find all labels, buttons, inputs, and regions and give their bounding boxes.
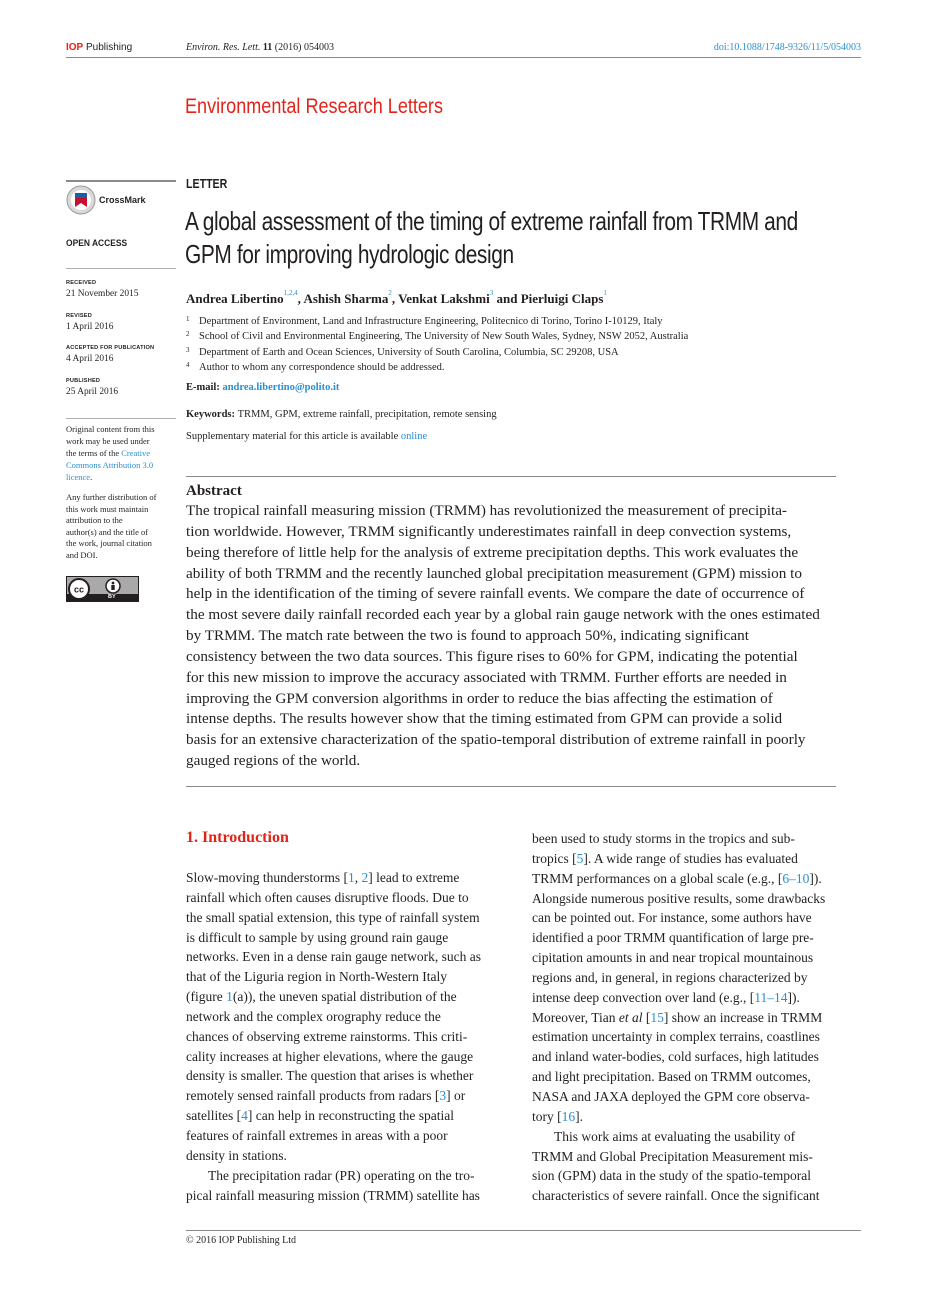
text-line: intense deep convection over land (e.g., [11–14]). bbox=[532, 989, 800, 1005]
text-line: TRMM performances on a global scale (e.g., [6–10]). bbox=[532, 870, 822, 886]
author[interactable]: Andrea Libertino$^{1,2,4}$ bbox=[186, 289, 298, 306]
text-line: that of the Liguria region in North-Western Italy bbox=[186, 969, 447, 985]
text-line: regions and, in general, in regions characterized by bbox=[532, 969, 808, 985]
text-line: This work aims at evaluating the usability of bbox=[554, 1128, 796, 1144]
reference-link[interactable]: 4 bbox=[241, 1108, 248, 1124]
text-line: can be pointed out. For instance, some authors have bbox=[532, 910, 812, 926]
text-line: features of rainfall extremes in areas with a poor bbox=[186, 1127, 448, 1143]
journal-volume: 11 bbox=[262, 42, 273, 53]
footer-rule bbox=[186, 1230, 861, 1231]
affiliations bbox=[186, 314, 688, 375]
publisher-brand: IOP bbox=[66, 42, 84, 53]
received-date: 21 November 2015 bbox=[66, 289, 139, 299]
attribution-line: author(s) and the title of bbox=[66, 526, 149, 537]
text-line: estimation uncertainty in complex terrains, coastlines bbox=[532, 1029, 820, 1045]
crossmark-icon bbox=[66, 185, 96, 215]
accepted-date: 4 April 2016 bbox=[66, 354, 114, 364]
reference-link[interactable]: 2 bbox=[361, 870, 369, 885]
text-line: and inland water-bodies, cold surfaces, high latitudes bbox=[532, 1049, 819, 1065]
text-line: tory [16]. bbox=[532, 1108, 583, 1124]
email-line bbox=[186, 382, 339, 393]
intro-left-column bbox=[186, 868, 515, 1205]
publisher-logo[interactable] bbox=[66, 42, 132, 53]
text-line: chances of observing extreme rainstorms. This criti- bbox=[186, 1028, 468, 1044]
reference-link[interactable]: 5 bbox=[576, 850, 584, 866]
text-line: help in the identification of the timing of severe rainfall events. We compare the date of occurrence of bbox=[186, 585, 805, 603]
affiliation: $^3$ Department of Earth and Ocean Sciences, University of South Carolina, Columbia, SC 29208, USA bbox=[186, 345, 619, 358]
supplementary-link[interactable]: online bbox=[400, 431, 428, 442]
license-line: Original content from this bbox=[66, 424, 155, 434]
accepted-label: ACCEPTED FOR PUBLICATION bbox=[66, 345, 155, 351]
doi-link[interactable]: doi:10.1088/1748-9326/11/5/054003 bbox=[713, 42, 861, 53]
attribution-line: Any further distribution of bbox=[66, 492, 157, 502]
section-heading-introduction: 1. Introduction bbox=[186, 829, 289, 846]
revised-label: REVISED bbox=[66, 313, 92, 319]
crossmark-label: CrossMark bbox=[99, 195, 146, 205]
text-line: cipitation amounts in and near tropical mountainous bbox=[532, 950, 814, 966]
text-line: networks. Even in a dense rain gauge network, such as bbox=[186, 949, 482, 965]
reference-link[interactable]: 11–14 bbox=[754, 989, 788, 1005]
email-label: E-mail: bbox=[186, 382, 223, 393]
reference-link[interactable]: 1 bbox=[226, 989, 233, 1005]
author[interactable]: Ashish Sharma$^2$ bbox=[303, 289, 392, 306]
license-line: licence. bbox=[66, 472, 93, 482]
sidebar-top-rule bbox=[66, 180, 176, 182]
text-line: intense depths. The results however show that the timing estimated from GPM can provide a solid bbox=[186, 710, 783, 728]
text-line: remotely sensed rainfall products from radars [3] or bbox=[186, 1088, 466, 1104]
publisher-name: Publishing bbox=[83, 42, 133, 53]
text-line: the small spatial extension, this type of rainfall system bbox=[186, 909, 480, 925]
journal-year-issue: (2016) 054003 bbox=[274, 42, 334, 53]
journal-abbrev: Environ. Res. Lett. bbox=[186, 42, 261, 53]
text-line: ability of both TRMM and the recently launched global precipitation measurement (GPM) mission to bbox=[186, 564, 802, 582]
author[interactable]: Pierluigi Claps$^1$ bbox=[520, 289, 607, 306]
text-line: sion (GPM) data in the study of the spatio-temporal bbox=[532, 1168, 811, 1184]
text-line: Slow-moving thunderstorms [1, 2] lead to extreme bbox=[186, 870, 460, 885]
reference-link[interactable]: 1 bbox=[348, 870, 355, 885]
title-line: A global assessment of the timing of extreme rainfall from TRMM and bbox=[185, 206, 798, 236]
reference-link[interactable]: 3 bbox=[439, 1088, 447, 1104]
revised-date: 1 April 2016 bbox=[66, 322, 114, 332]
supplementary-line: Supplementary material for this article is available online bbox=[186, 431, 428, 442]
footer-copyright: © 2016 IOP Publishing Ltd bbox=[186, 1235, 297, 1246]
text-line: NASA and JAXA deployed the GPM core observa- bbox=[532, 1088, 810, 1104]
keywords-value: TRMM, GPM, extreme rainfall, precipitation, remote sensing bbox=[237, 409, 497, 420]
affiliation: $^2$ School of Civil and Environmental Engineering, The University of New South Wales, Sydney, NSW 2052, Australia bbox=[186, 330, 689, 343]
abstract-bottom-rule bbox=[186, 786, 836, 787]
text-line: basis for an extensive characterization of the spatio-temporal distribution of extreme rainfall in poorly bbox=[186, 731, 806, 749]
open-access-label: OPEN ACCESS bbox=[66, 238, 128, 249]
email-link[interactable]: andrea.libertino@polito.it bbox=[222, 382, 340, 393]
cc-by-badge[interactable] bbox=[66, 576, 139, 602]
abstract-heading: Abstract bbox=[186, 483, 242, 499]
affiliation: $^4$ Author to whom any correspondence should be addressed. bbox=[186, 360, 445, 373]
text-line: being therefore of little help for the analysis of extreme precipitation depths. This work evaluates the bbox=[186, 543, 799, 561]
article-title bbox=[185, 205, 798, 271]
text-line: improving the GPM conversion algorithms in order to reduce the bias affecting the estimation of bbox=[186, 689, 773, 707]
text-line: cality increases at higher elevations, where the gauge bbox=[186, 1048, 474, 1064]
text-line: (figure 1(a)), the uneven spatial distribution of the bbox=[186, 989, 457, 1005]
attribution-line: the work, journal citation bbox=[66, 538, 152, 549]
text-line: identified a poor TRMM quantification of large pre- bbox=[532, 930, 814, 946]
text-line: The precipitation radar (PR) operating on the tro- bbox=[208, 1167, 475, 1183]
open-access-rule bbox=[66, 268, 176, 269]
text-line: gauged regions of the world. bbox=[186, 752, 361, 770]
attribution-line: attribution to the bbox=[66, 515, 123, 526]
title-line: GPM for improving hydrologic design bbox=[185, 239, 514, 269]
text-line: Alongside numerous positive results, some drawbacks bbox=[532, 890, 826, 906]
text-line: The tropical rainfall measuring mission (TRMM) has revolutionized the measurement of precipita- bbox=[186, 502, 787, 519]
cc-license-link[interactable]: Creative bbox=[121, 448, 151, 458]
text-line: satellites [4] can help in reconstructing the spatial bbox=[186, 1108, 455, 1124]
intro-right-column bbox=[532, 829, 861, 1206]
text-line: Moreover, Tian et al [15] show an increase in TRMM bbox=[532, 1009, 823, 1025]
text-line: TRMM and Global Precipitation Measurement mis- bbox=[532, 1148, 813, 1164]
published-date: 25 April 2016 bbox=[66, 387, 119, 397]
license-line: the terms of the Creative bbox=[66, 448, 151, 458]
cc-license-link[interactable]: licence bbox=[66, 472, 91, 482]
received-label: RECEIVED bbox=[66, 280, 97, 286]
article-type: LETTER bbox=[186, 177, 228, 191]
cc-by-label: BY bbox=[108, 594, 116, 600]
keywords-line bbox=[186, 409, 497, 420]
crossmark-badge[interactable] bbox=[66, 185, 176, 215]
reference-link[interactable]: 6–10 bbox=[782, 870, 810, 886]
keywords-label: Keywords: bbox=[186, 409, 238, 420]
journal-citation bbox=[186, 42, 334, 53]
header-rule bbox=[66, 57, 861, 58]
abstract-body bbox=[186, 501, 844, 772]
published-label: PUBLISHED bbox=[66, 378, 101, 384]
text-line: tion worldwide. However, TRMM significantly underestimates rainfall in deep convection systems, bbox=[186, 522, 792, 540]
text-line: is difficult to sample by using ground rain gauge bbox=[186, 929, 449, 945]
cc-license-link[interactable]: Commons Attribution 3.0 bbox=[66, 460, 154, 470]
attribution-line: and DOI. bbox=[66, 549, 98, 560]
author[interactable]: Venkat Lakshmi$^3$ bbox=[398, 289, 494, 306]
journal-title[interactable]: Environmental Research Letters bbox=[185, 95, 443, 118]
text-line: density is smaller. The question that arises is whether bbox=[186, 1068, 474, 1084]
reference-link[interactable]: 16 bbox=[561, 1108, 576, 1124]
text-line: been used to study storms in the tropics and sub- bbox=[532, 831, 795, 846]
text-line: network and the complex orography reduce the bbox=[186, 1008, 441, 1024]
license-line: work may be used under bbox=[66, 436, 150, 446]
svg-text:cc: cc bbox=[73, 584, 85, 595]
text-line: and light precipitation. Based on TRMM outcomes, bbox=[532, 1069, 811, 1085]
abstract-top-rule bbox=[186, 476, 836, 477]
attribution-text bbox=[66, 492, 178, 562]
affiliation: $^1$ Department of Environment, Land and Infrastructure Engineering, Politecnico di Torino, Torino I-10129, Italy bbox=[186, 315, 663, 327]
text-line: the most severe daily rainfall recorded each year by a global rain gauge network with the ones estimated bbox=[186, 606, 820, 624]
author-list: Andrea Libertino$^{1,2,4}$, Ashish Sharma$^2$, Venkat Lakshmi$^3$ and Pierluigi Claps$^1$ bbox=[186, 289, 607, 306]
text-line: consistency between the two data sources. This figure rises to 60% for GPM, indicating the potential bbox=[186, 647, 798, 665]
text-line: for this new mission to improve the accuracy associated with TRMM. Further efforts are needed in bbox=[186, 668, 787, 686]
text-line: by TRMM. The match rate between the two is found to approach 50%, indicating significant bbox=[186, 627, 749, 645]
license-rule bbox=[66, 418, 176, 419]
cc-by-icon bbox=[67, 577, 138, 601]
text-line: density in stations. bbox=[186, 1147, 287, 1163]
reference-link[interactable]: 15 bbox=[650, 1009, 664, 1025]
license-text bbox=[66, 423, 178, 483]
text-line: characteristics of severe rainfall. Once the significant bbox=[532, 1188, 820, 1204]
text-line: rainfall which often causes disruptive floods. Due to bbox=[186, 889, 469, 905]
text-line: pical rainfall measuring mission (TRMM) satellite has bbox=[186, 1187, 480, 1203]
text-line: tropics [5]. A wide range of studies has evaluated bbox=[532, 850, 798, 866]
attribution-line: this work must maintain bbox=[66, 503, 149, 514]
